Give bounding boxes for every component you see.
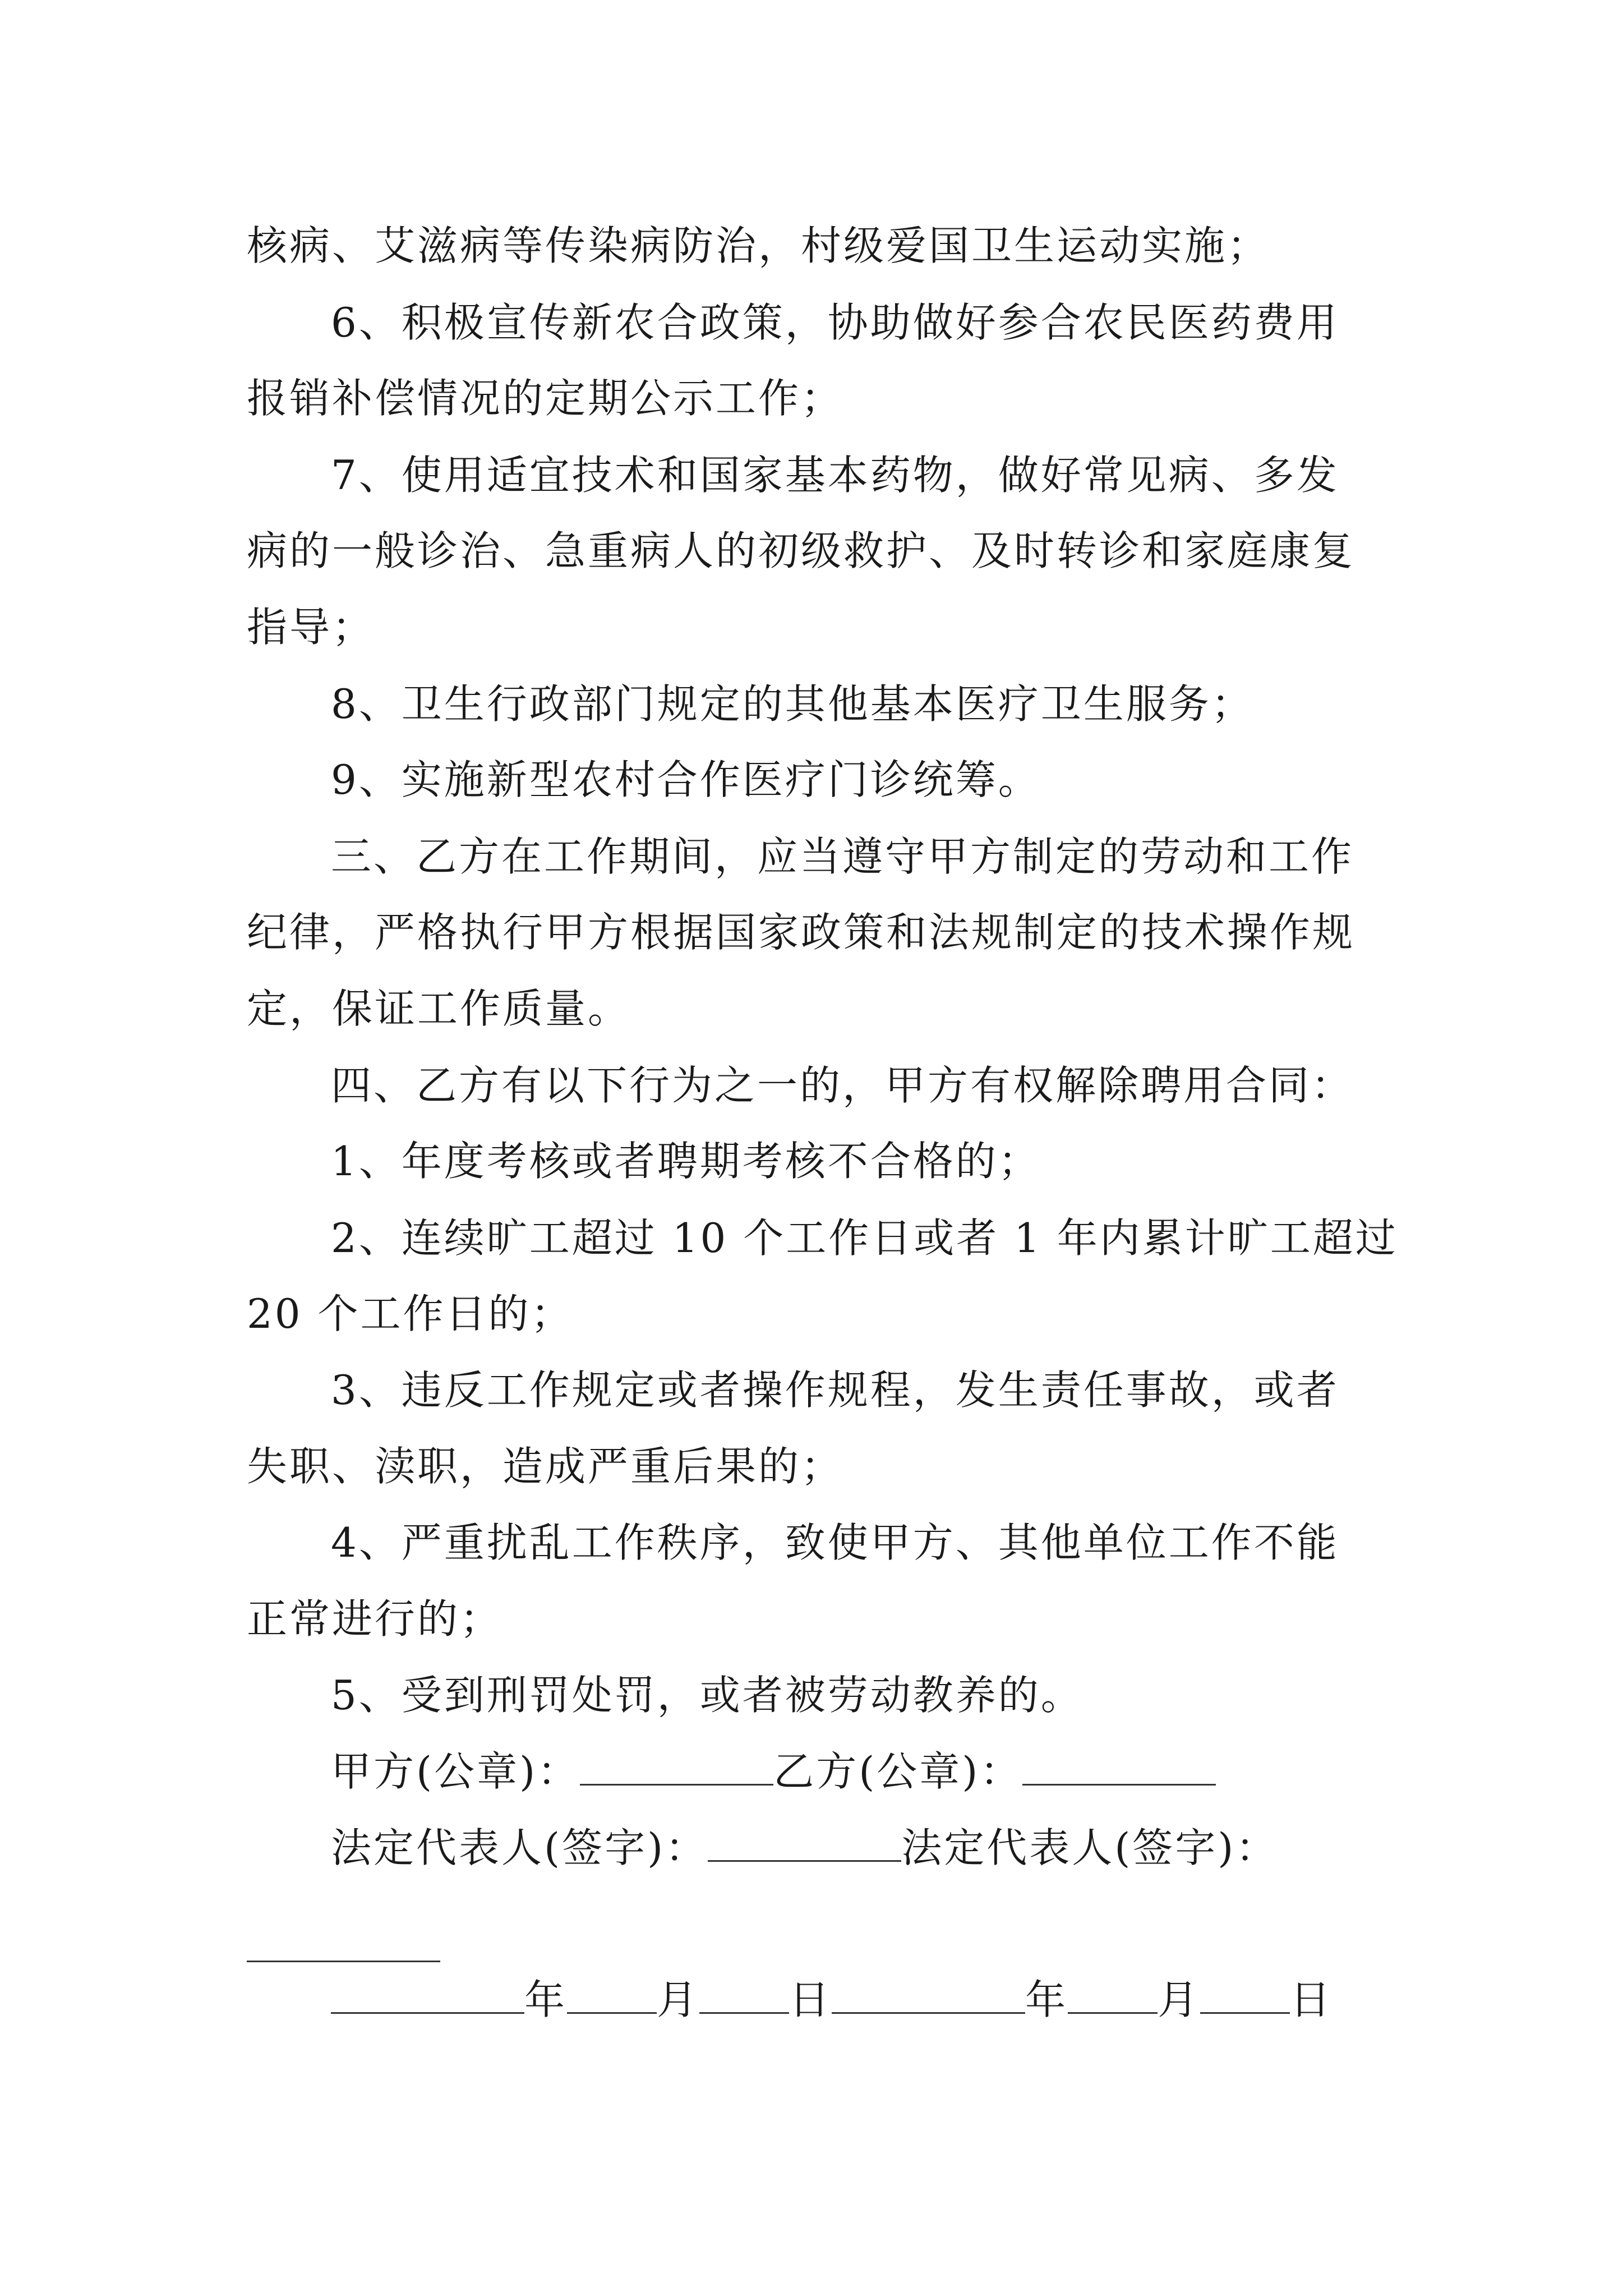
text-line: 四、乙方有以下行为之一的，甲方有权解除聘用合同： (331, 1062, 1354, 1109)
date-a-day: 日 (789, 1976, 832, 2023)
date-b-year-blank (832, 1973, 1025, 2014)
date-b-month: 月 (1158, 1976, 1201, 2023)
text-line: 20 个工作日的； (247, 1290, 574, 1337)
date-b-year: 年 (1025, 1976, 1068, 2023)
text-line: 病的一般诊治、急重病人的初级救护、及时转诊和家庭康复 (247, 527, 1355, 574)
text-line: 5、受到刑罚处罚，或者被劳动教养的。 (331, 1672, 1083, 1719)
text-line: 指导； (247, 604, 375, 651)
text-line: 失职、渎职，造成严重后果的； (247, 1443, 844, 1490)
date-a-month-blank (567, 1973, 657, 2014)
party-a-seal-blank (580, 1745, 773, 1786)
rep-a-blank (708, 1821, 901, 1862)
text-line: 核病、艾滋病等传染病防治，村级爱国卫生运动实施； (247, 222, 1270, 269)
date-a-month: 月 (657, 1976, 700, 2023)
text-line: 6、积极宣传新农合政策，协助做好参合农民医药费用 (331, 299, 1339, 346)
text-line: 4、严重扰乱工作秩序，致使甲方、其他单位工作不能 (331, 1519, 1339, 1566)
text-line: 3、违反工作规定或者操作规程，发生责任事故，或者 (331, 1366, 1339, 1414)
text-line: 2、连续旷工超过 10 个工作日或者 1 年内累计旷工超过 (331, 1214, 1398, 1262)
representative-line (331, 1820, 1278, 1876)
date-line (331, 1972, 1332, 2028)
text-line: 三、乙方在工作期间，应当遵守甲方制定的劳动和工作 (331, 833, 1354, 880)
text-line: 8、卫生行政部门规定的其他基本医疗卫生服务； (331, 680, 1254, 728)
date-a-year-blank (331, 1973, 524, 2014)
text-line: 1、年度考核或者聘期考核不合格的； (331, 1138, 1041, 1185)
date-b-day: 日 (1290, 1976, 1333, 2023)
party-b-seal-label: 乙方(公章)： (773, 1748, 1023, 1795)
text-line: 正常进行的； (247, 1595, 503, 1642)
date-a-day-blank (699, 1973, 789, 2014)
date-a-year: 年 (524, 1976, 568, 2023)
text-line: 报销补偿情况的定期公示工作； (247, 375, 844, 422)
text-line: 定，保证工作质量。 (247, 985, 631, 1032)
rep-a-label: 法定代表人(签字)： (331, 1824, 708, 1871)
party-a-seal-label: 甲方(公章)： (331, 1748, 580, 1795)
date-b-month-blank (1068, 1973, 1158, 2014)
party-b-seal-blank (1022, 1745, 1216, 1786)
date-b-day-blank (1200, 1973, 1290, 2014)
seal-line (331, 1743, 1216, 1800)
text-line: 纪律，严格执行甲方根据国家政策和法规制定的技术操作规 (247, 909, 1355, 956)
text-line: 7、使用适宜技术和国家基本药物，做好常见病、多发 (331, 452, 1339, 499)
rep-b-blank (247, 1961, 440, 1962)
rep-b-label: 法定代表人(签字)： (901, 1824, 1279, 1871)
text-line: 9、实施新型农村合作医疗门诊统筹。 (331, 756, 1041, 803)
